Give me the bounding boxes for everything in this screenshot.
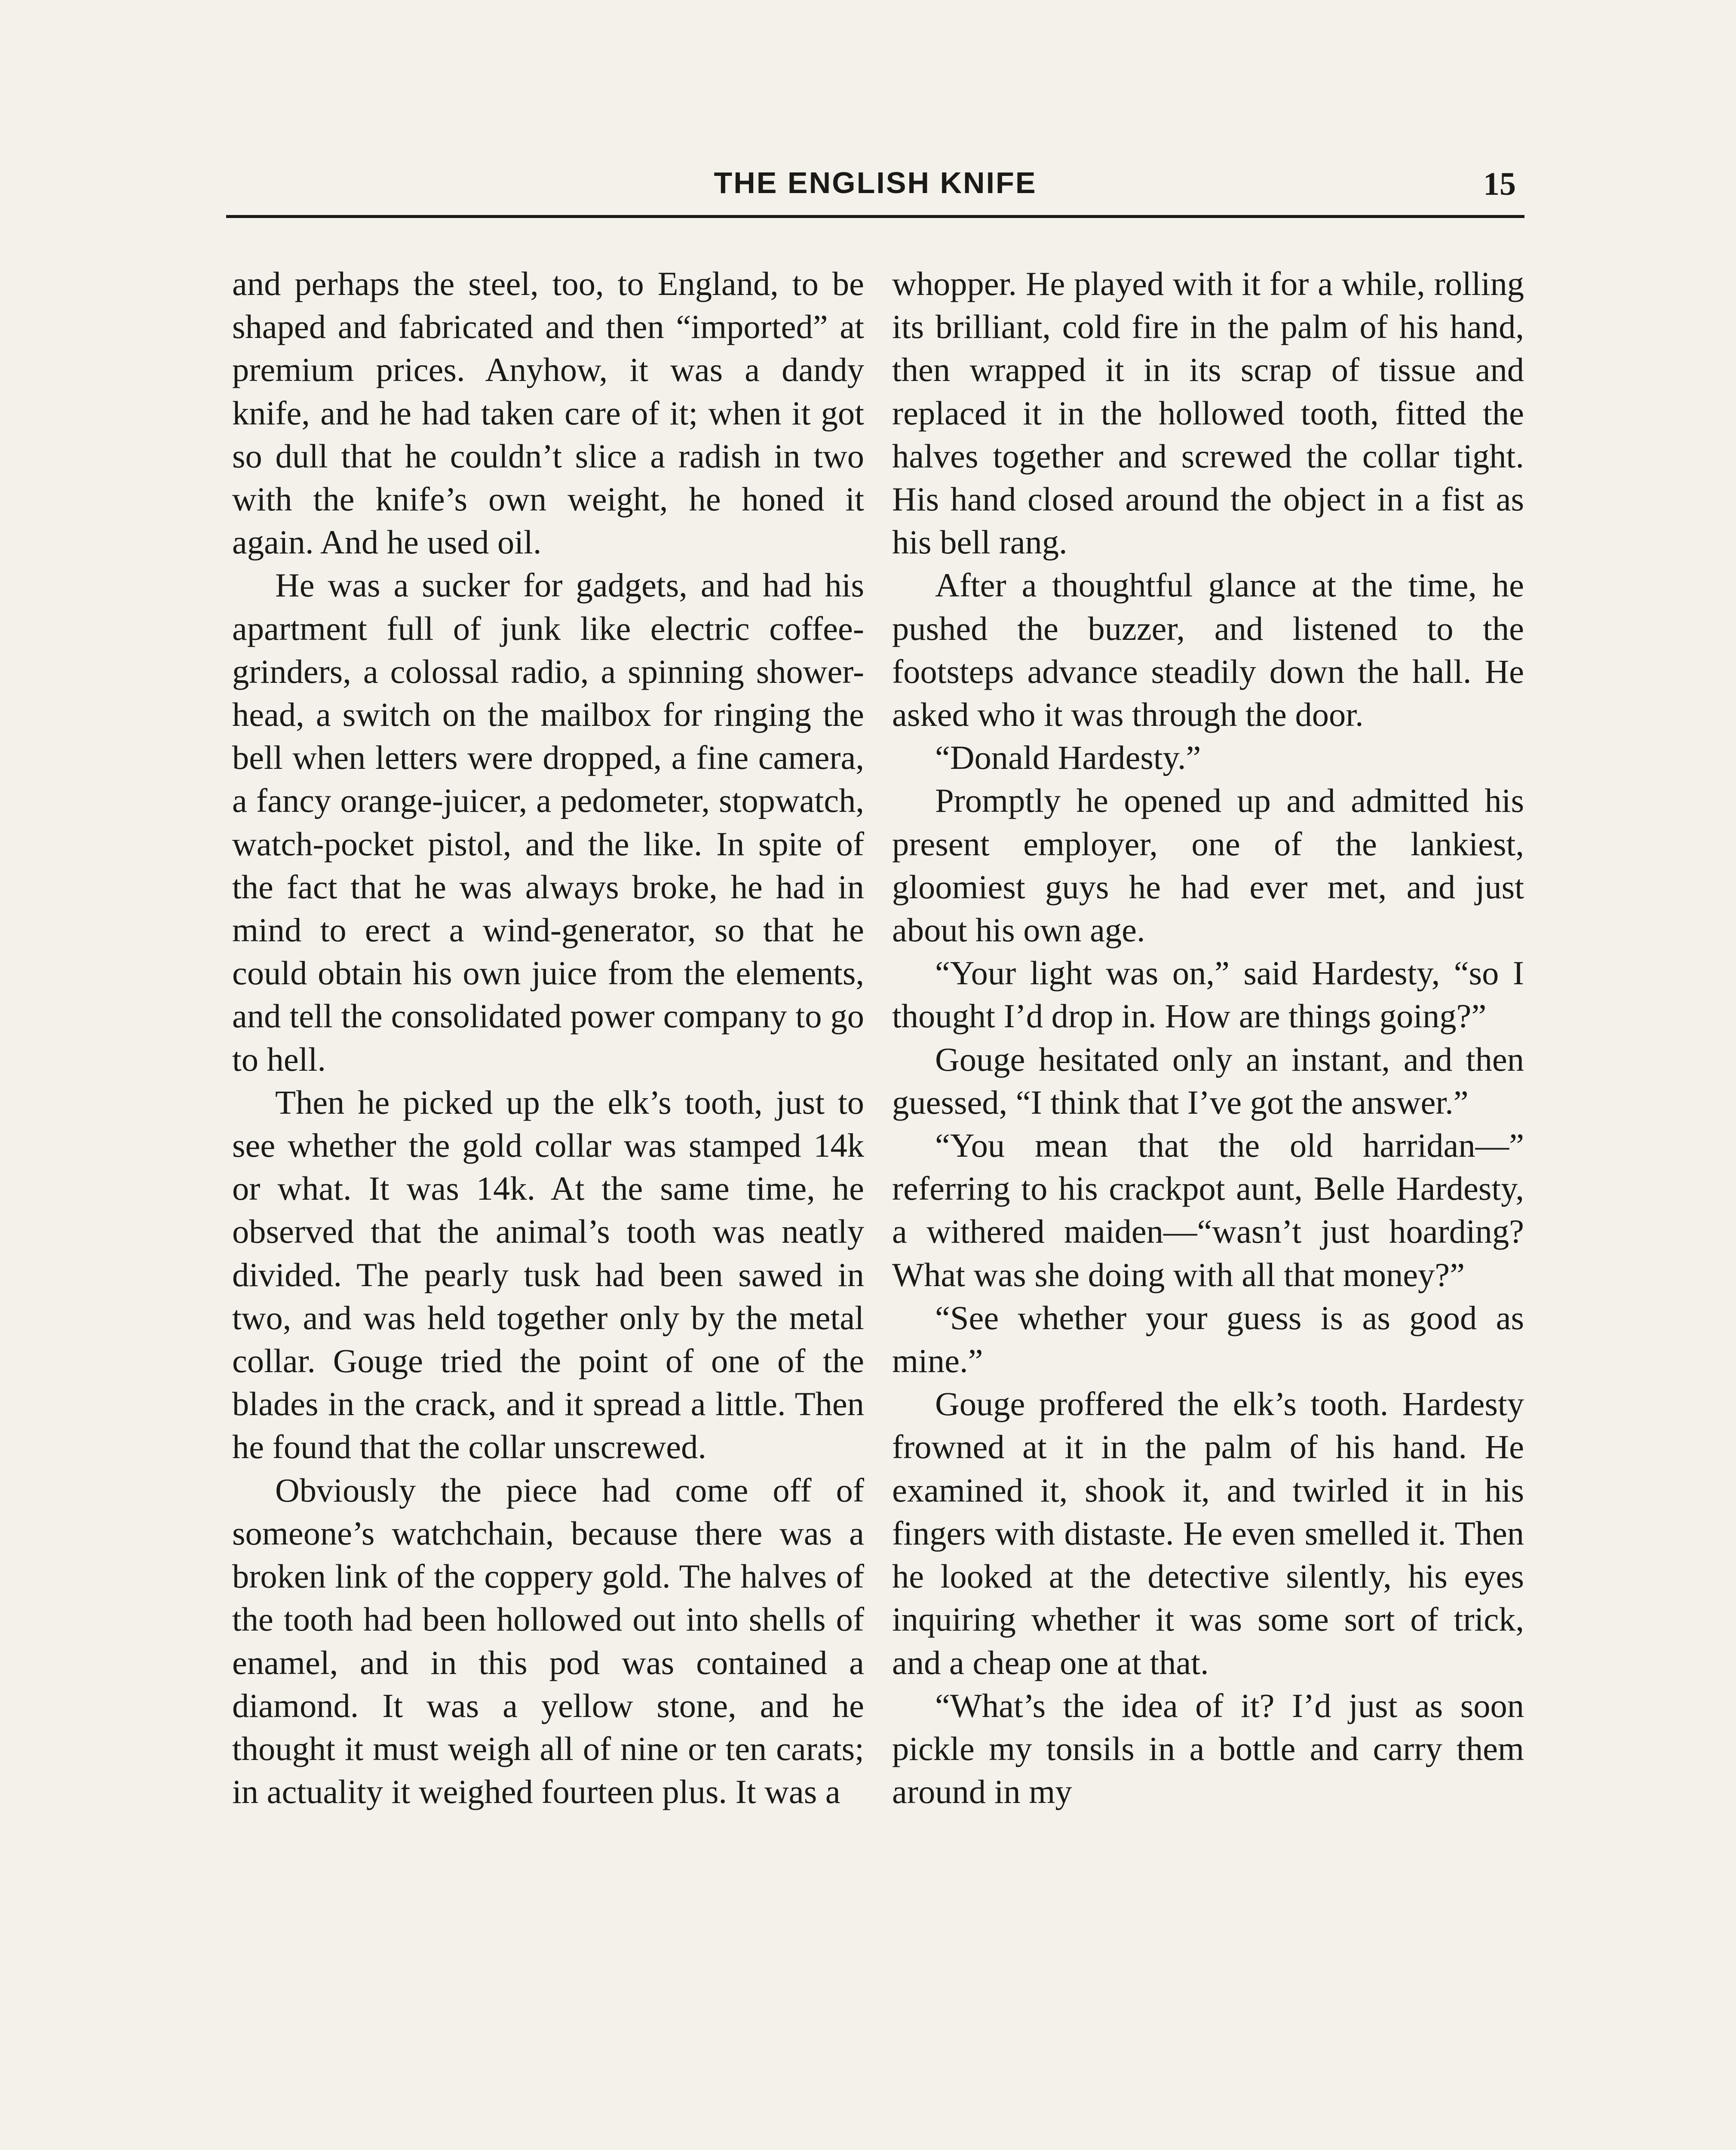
page-number: 15 — [1483, 166, 1516, 202]
paragraph: He was a sucker for gadgets, and had his apartment full of junk like electric coffee-grinders, a colossal radio, a spinning shower-head, a switch on the mailbox for ringing the bell when letters were dropped, a fine camera, a fancy orange-juicer, a pedometer, stopwatch, watch-pocket pistol, and the like. In spite of the fact that he was always broke, he had in mind to erect a wind-generator, so that he could obtain his own juice from the elements, and tell the consolidated power company to go to hell. — [232, 566, 864, 1078]
paragraph: whopper. He played with it for a while, rolling its brilliant, cold fire in the palm of his hand, then wrapped it in its scrap of tissue and replaced it in the hollowed tooth, fitted the halves together and screwed the collar tight. His hand closed around the object in a fist as his bell rang. — [892, 265, 1524, 561]
paragraph: “See whether your guess is as good as mine.” — [892, 1299, 1524, 1380]
paragraph: and perhaps the steel, too, to England, to be shaped and fabricated and then “imported” at premium prices. Anyhow, it was a dandy knife, and he had taken care of it; when it got so dull that he couldn’t slice a radish in two with the knife’s own weight, he honed it again. And he used oil. — [232, 265, 864, 561]
running-header — [226, 166, 1524, 213]
paragraph: Obviously the piece had come off of someone’s watchchain, because there was a broken link of the coppery gold. The halves of the tooth had been hollowed out into shells of enamel, and in this pod was contained a diamond. It was a yellow stone, and he thought it must weigh all of nine or ten carats; in actuality it weighed fourteen plus. It was a — [232, 1471, 864, 1811]
text-column-left — [232, 262, 864, 1813]
paragraph: Then he picked up the elk’s tooth, just to see whether the gold collar was stamped 14k or what. It was 14k. At the same time, he observed that the animal’s tooth was neatly divided. The pearly tusk had been sawed in two, and was held together only by the metal collar. Gouge tried the point of one of the blades in the crack, and it spread a little. Then he found that the collar unscrewed. — [232, 1083, 864, 1466]
paragraph: “Donald Hardesty.” — [935, 739, 1201, 777]
paragraph: “You mean that the old harridan—” referring to his crackpot aunt, Belle Hardesty, a withered maiden—“wasn’t just hoarding? What was she doing with all that money?” — [892, 1127, 1524, 1293]
paragraph: Gouge proffered the elk’s tooth. Hardesty frowned at it in the palm of his hand. He examined it, shook it, and twirled it in his fingers with distaste. He even smelled it. Then he looked at the detective silently, his eyes inquiring whether it was some sort of trick, and a cheap one at that. — [892, 1385, 1524, 1681]
text-column-right — [892, 262, 1524, 1813]
paragraph: “Your light was on,” said Hardesty, “so I thought I’d drop in. How are things going?” — [892, 954, 1524, 1035]
paragraph: Promptly he opened up and admitted his present employer, one of the lankiest, gloomiest guys he had ever met, and just about his own age. — [892, 782, 1524, 949]
header-rule — [226, 215, 1524, 218]
paragraph: “What’s the idea of it? I’d just as soon pickle my tonsils in a bottle and carry them around in my — [892, 1686, 1524, 1811]
running-title: THE ENGLISH KNIFE — [714, 166, 1037, 200]
paragraph: After a thoughtful glance at the time, he pushed the buzzer, and listened to the footsteps advance steadily down the hall. He asked who it was through the door. — [892, 566, 1524, 734]
paragraph: Gouge hesitated only an instant, and then guessed, “I think that I’ve got the answer.” — [892, 1040, 1524, 1121]
